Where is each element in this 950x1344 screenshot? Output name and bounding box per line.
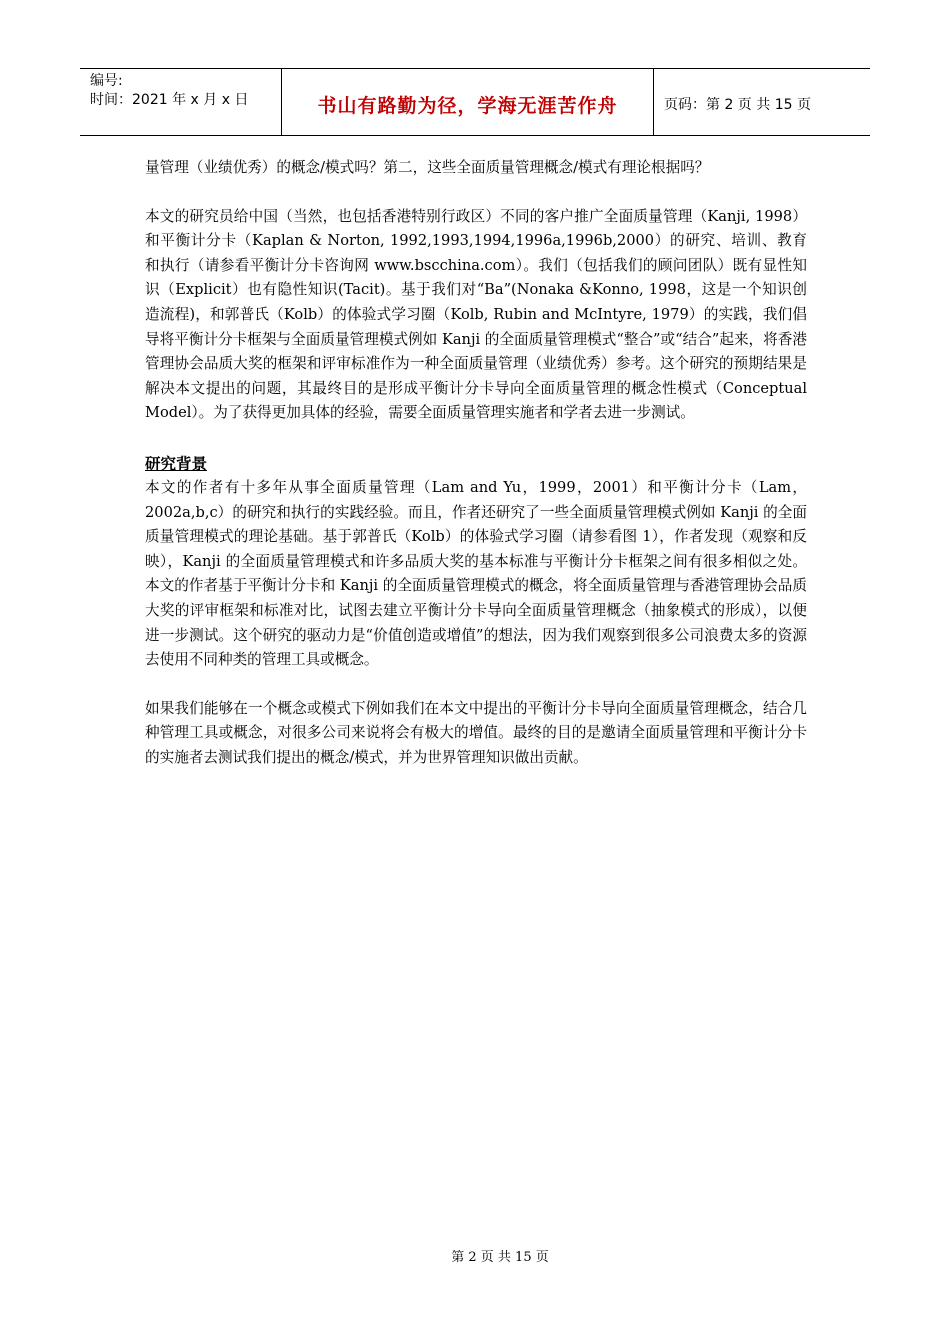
header-motto: 书山有路勤为径，学海无涯苦作舟 [282,69,654,135]
body-paragraph: 本文的研究员给中国（当然，也包括香港特别行政区）不同的客户推广全面质量管理（Kanji, 1998）和平衡计分卡（Kaplan & Norton, 1992,1993,1994,1996a,1996b,2000）的研究、培训、教育和执行（请参看平衡计分卡咨询网 www.bscchina.com）。我们（包括我们的顾问团队）既有显性知识（Explicit）也有隐性知识(Tacit)。基于我们对“Ba”(Nonaka &Konno, 1998，这是一个知识创造流程)，和郭普氏（Kolb）的体验式学习圈（Kolb, Rubin and McIntyre, 1979）的实践，我们倡导将平衡计分卡框架与全面质量管理模式例如 Kanji 的全面质量管理模式“整合”或“结合”起来，将香港管理协会品质大奖的框架和评审标准作为一种全面质量管理（业绩优秀）参考。这个研究的预期结果是解决本文提出的问题，其最终目的是形成平衡计分卡导向全面质量管理的概念性模式（Conceptual Model）。为了获得更加具体的经验，需要全面质量管理实施者和学者去进一步测试。 [145,207,807,422]
header-page-number: 页码：第 2 页 共 15 页 [664,97,811,113]
document-number-label: 编号: [90,73,123,89]
page-header [80,68,870,136]
document-body [145,156,807,770]
document-date: 时间：2021 年 x 月 x 日 [90,92,249,108]
section-heading: 研究背景 [145,454,208,473]
section-paragraph: 本文的作者有十多年从事全面质量管理（Lam and Yu，1999，2001）和平衡计分卡（Lam，2002a,b,c）的研究和执行的实践经验。而且，作者还研究了一些全面质量管理模式例如 Kanji 的全面质量管理模式的理论基础。基于郭普氏（Kolb）的体验式学习圈（请参看图 1），作者发现（观察和反映），Kanji 的全面质量管理模式和许多品质大奖的基本标准与平衡计分卡框架之间有很多相似之处。本文的作者基于平衡计分卡和 Kanji 的全面质量管理模式的概念，将全面质量管理与香港管理协会品质大奖的评审框架和标准对比，试图去建立平衡计分卡导向全面质量管理概念（抽象模式的形成），以便进一步测试。这个研究的驱动力是“价值创造或增值”的想法，因为我们观察到很多公司浪费太多的资源去使用不同种类的管理工具或概念。 [145,478,807,669]
header-meta [80,69,282,135]
body-paragraph: 量管理（业绩优秀）的概念/模式吗？第二，这些全面质量管理概念/模式有理论根据吗？ [145,159,710,176]
section-paragraph: 如果我们能够在一个概念或模式下例如我们在本文中提出的平衡计分卡导向全面质量管理概念，结合几种管理工具或概念，对很多公司来说将会有极大的增值。最终的目的是邀请全面质量管理和平衡计分卡的实施者去测试我们提出的概念/模式，并为世界管理知识做出贡献。 [145,699,807,766]
page-footer: 第 2 页 共 15 页 [451,1250,549,1265]
